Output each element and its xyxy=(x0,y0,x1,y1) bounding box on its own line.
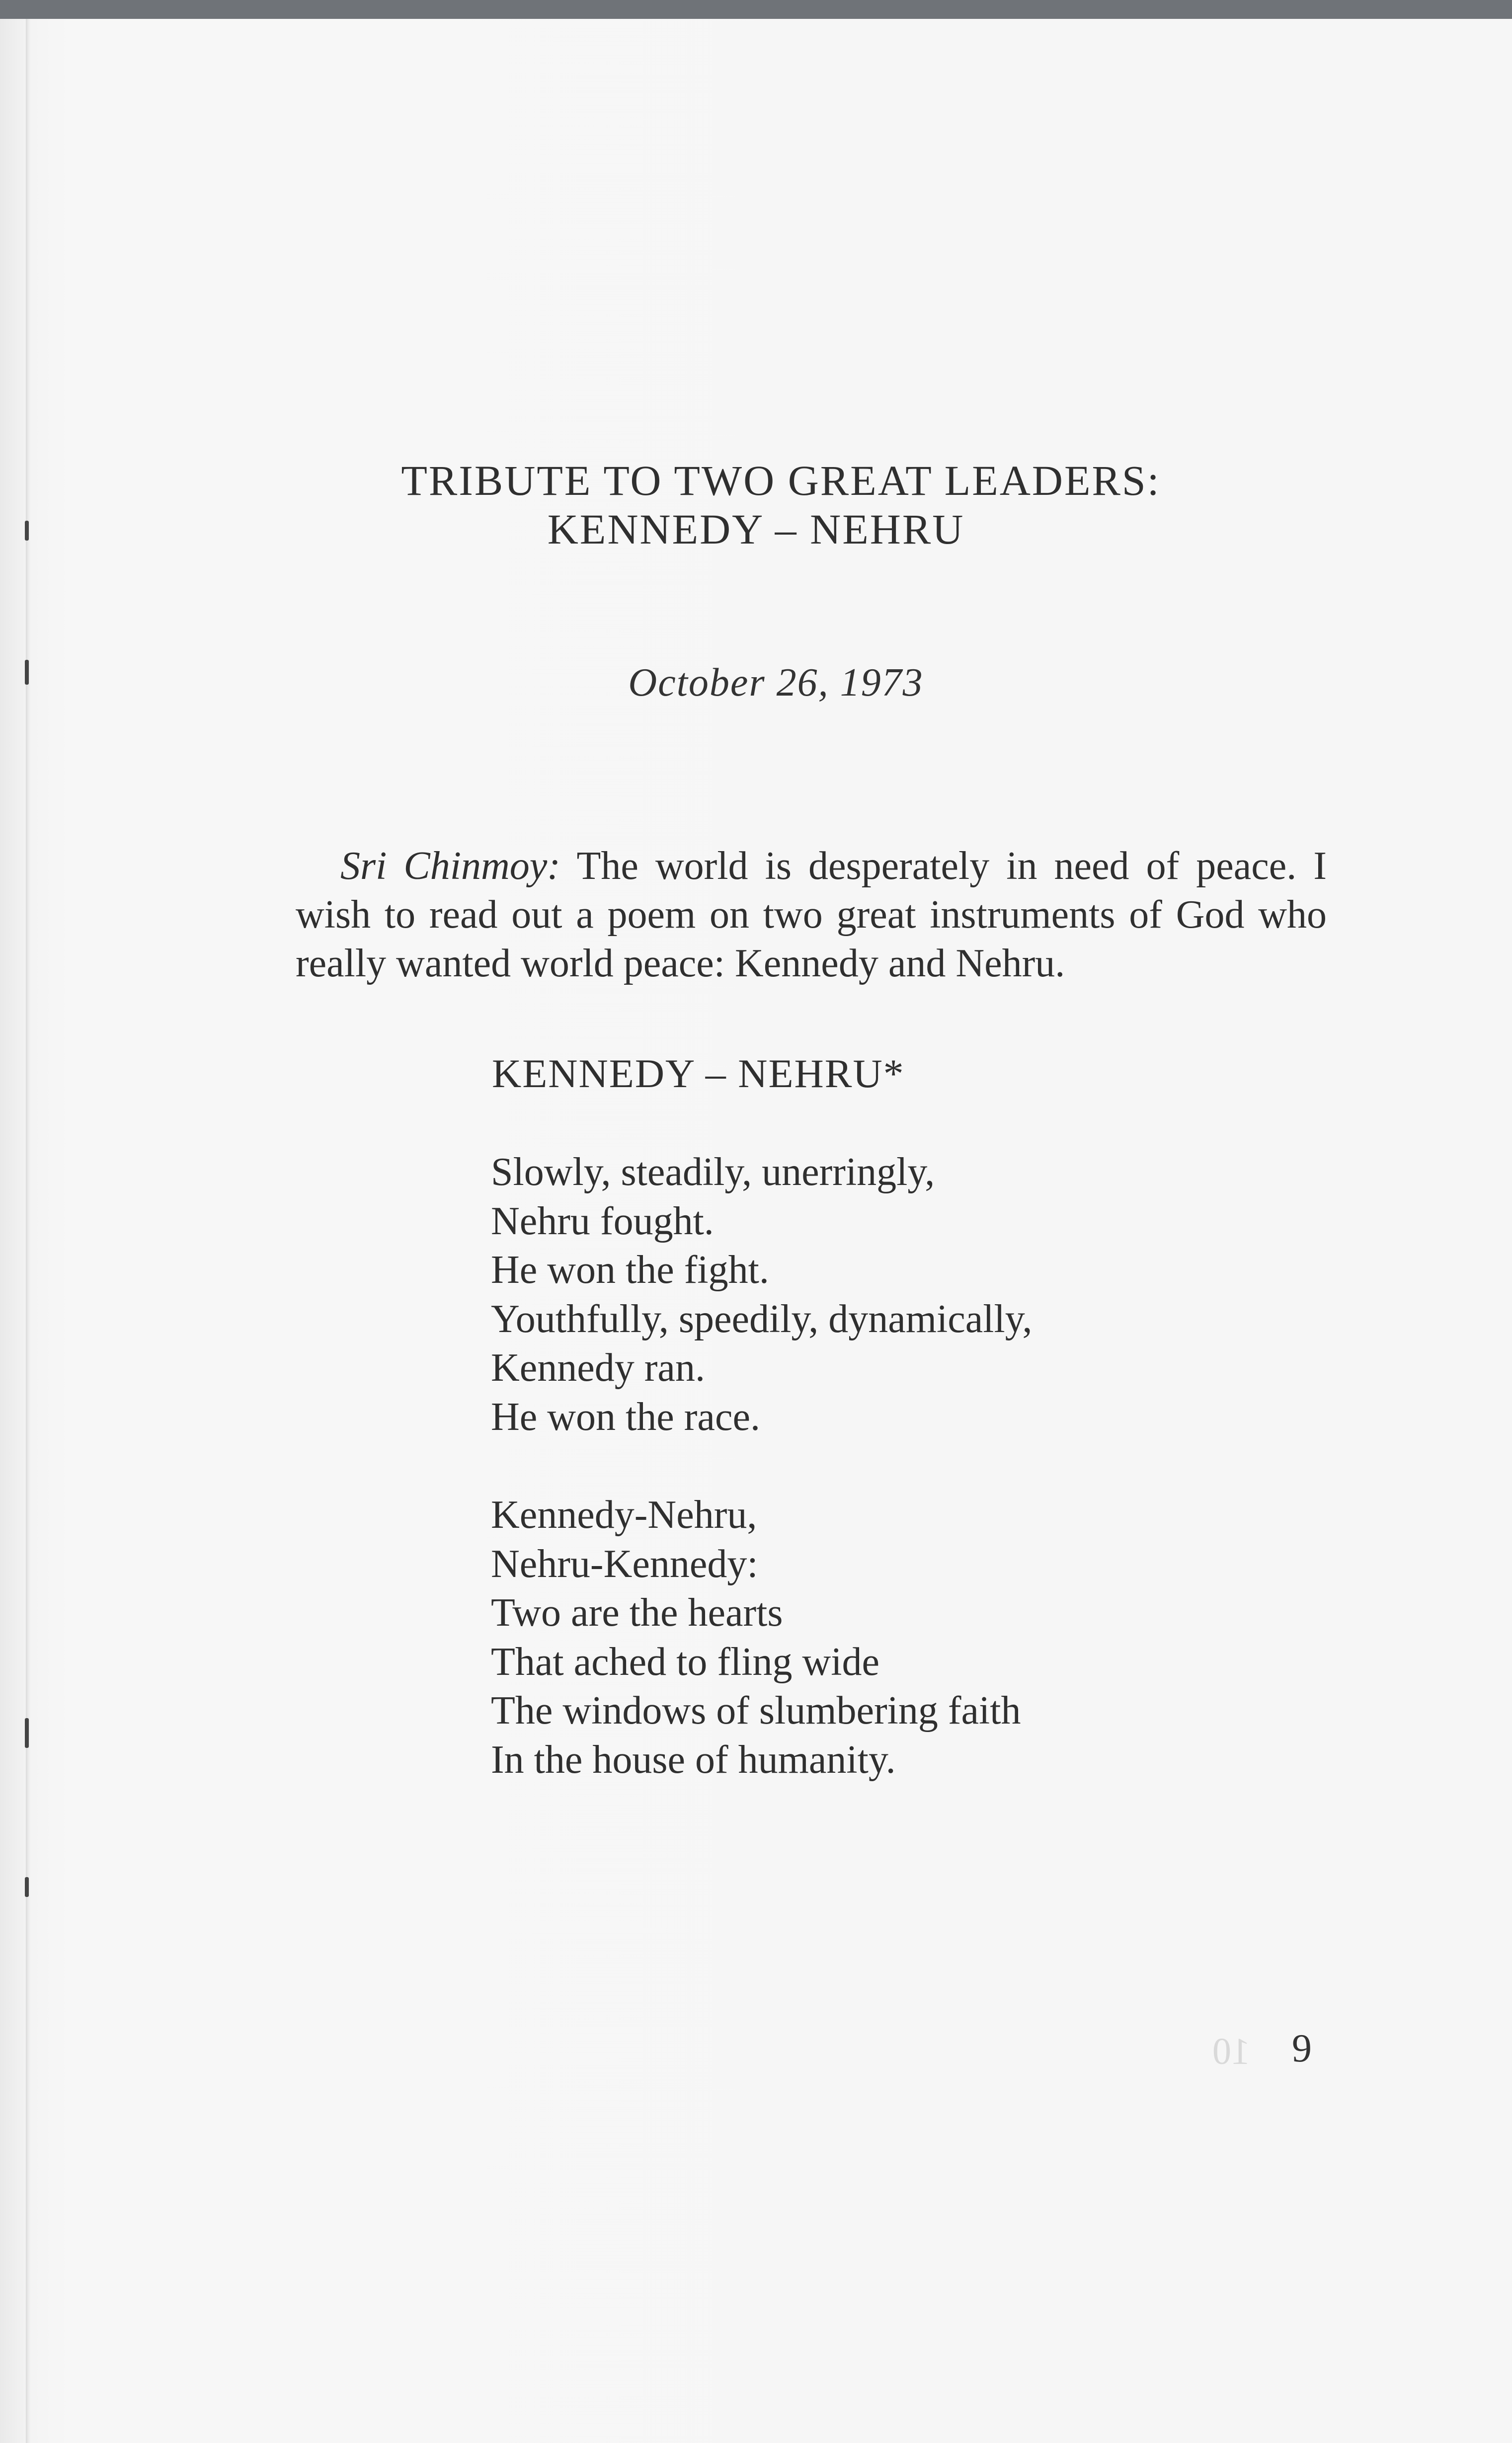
heading-line-2: KENNEDY – NEHRU xyxy=(547,505,965,553)
poem-line: Nehru fought. xyxy=(491,1199,714,1243)
poem-line: Slowly, steadily, unerringly, xyxy=(491,1150,935,1194)
poem-stanza xyxy=(491,1148,1033,1441)
bleed-through-page-number: 10 xyxy=(1212,2031,1250,2072)
poem-stanza xyxy=(491,1491,1021,1784)
intro-paragraph xyxy=(296,842,1327,988)
poem-line: In the house of humanity. xyxy=(491,1737,896,1782)
poem-line: He won the fight. xyxy=(491,1248,769,1292)
poem-title: KENNEDY – NEHRU* xyxy=(492,1051,905,1096)
speaker-name: Sri Chinmoy: xyxy=(340,844,560,888)
poem-line: The windows of slumbering faith xyxy=(491,1689,1021,1733)
page-gutter-shadow xyxy=(26,19,31,2443)
poem-line: Kennedy ran. xyxy=(491,1346,705,1390)
poem-line: That ached to fling wide xyxy=(491,1640,879,1684)
date-line: October 26, 1973 xyxy=(628,661,924,705)
chapter-heading xyxy=(0,456,1512,553)
page-number: 9 xyxy=(1292,2027,1312,2070)
poem-line: Two are the hearts xyxy=(491,1591,783,1635)
book-page xyxy=(0,19,1512,2443)
intro-text: The world is desperately in need of peace. I wish to read out a poem on two great instruments of God who really wanted world peace: Kennedy and Nehru. xyxy=(296,844,1327,985)
poem-line: Kennedy-Nehru, xyxy=(491,1493,757,1537)
binding-mark xyxy=(25,1877,29,1897)
heading-line-1: TRIBUTE TO TWO GREAT LEADERS: xyxy=(401,457,1161,504)
poem-line: Youthfully, speedily, dynamically, xyxy=(491,1297,1033,1341)
binding-mark xyxy=(25,1718,29,1748)
poem-line: Nehru-Kennedy: xyxy=(491,1542,758,1586)
poem-line: He won the race. xyxy=(491,1395,760,1439)
